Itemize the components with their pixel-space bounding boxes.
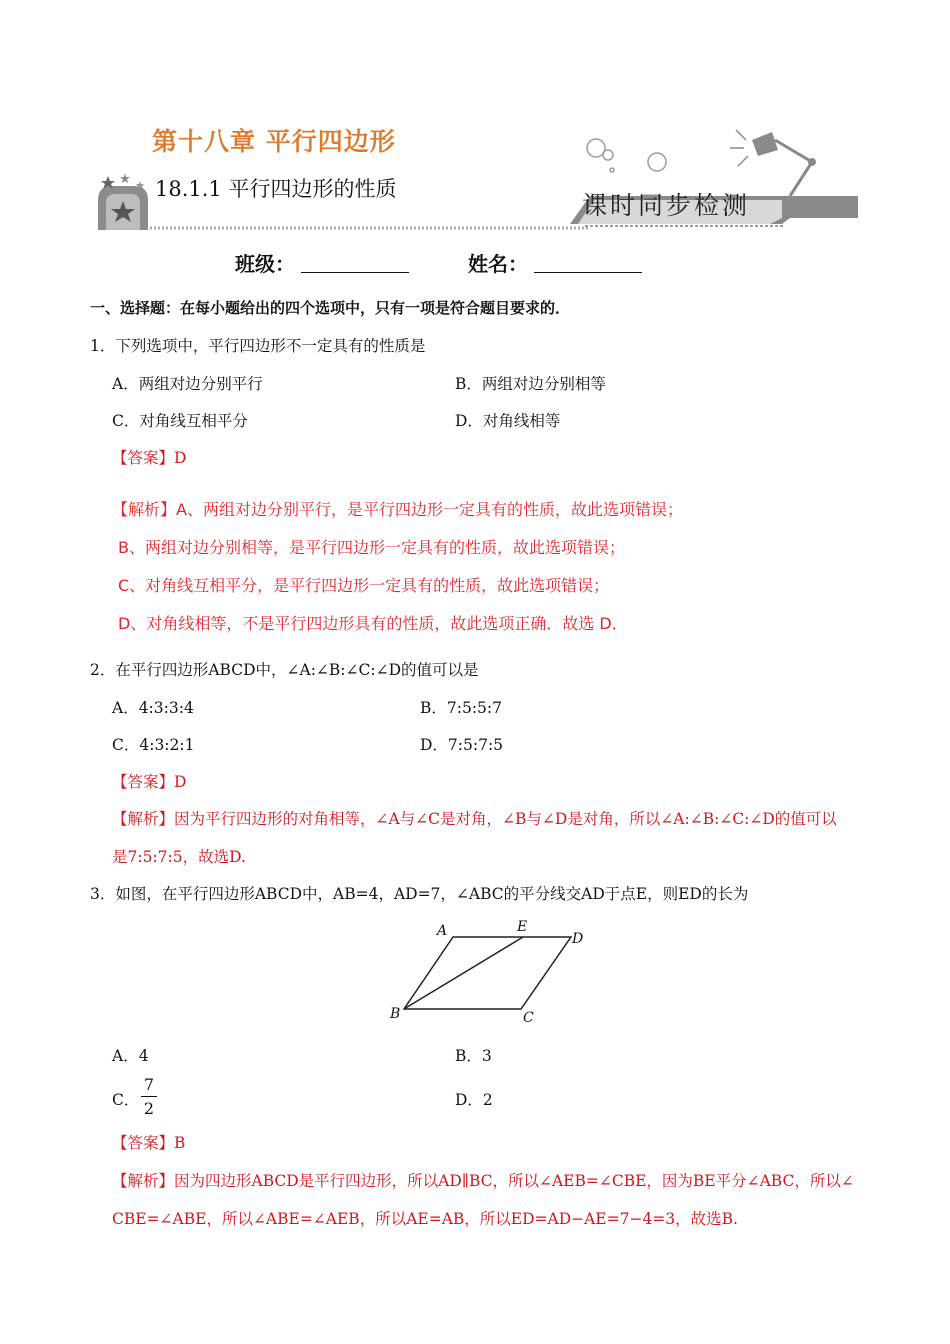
- class-field[interactable]: [235, 248, 409, 277]
- q3-option-a: A．4: [112, 1047, 149, 1065]
- segment-be: [404, 937, 523, 1009]
- q1-answer: 【答案】D: [112, 449, 187, 467]
- vertex-label-e: E: [517, 919, 528, 935]
- q1-analysis-line: C、对角线互相平分，是平行四边形一定具有的性质，故此选项错误；: [118, 576, 610, 595]
- vertex-label-d: D: [572, 931, 584, 947]
- name-field[interactable]: [468, 248, 642, 277]
- q2-option-d: D．7:5:7:5: [420, 736, 504, 754]
- q2-answer: 【答案】D: [112, 773, 187, 791]
- q3-stem: 3．如图，在平行四边形ABCD中，AB=4，AD=7，∠ABC的平分线交AD于点E，则ED的长为: [90, 885, 749, 903]
- q2-analysis-line: 【解析】因为平行四边形的对角相等，∠A与∠C是对角，∠B与∠D是对角，所以∠A:∠B:∠C:∠D的值可以: [112, 810, 837, 828]
- star-badge-icon: [98, 173, 148, 230]
- q1-option-c: C．对角线互相平分: [112, 412, 248, 430]
- q3-analysis-line: 【解析】因为四边形ABCD是平行四边形，所以AD∥BC，所以∠AEB=∠CBE，因为BE平分∠ABC，所以∠: [112, 1172, 854, 1190]
- section-heading: 一、选择题：在每小题给出的四个选项中，只有一项是符合题目要求的．: [90, 299, 571, 317]
- vertex-label-c: C: [523, 1010, 534, 1026]
- parallelogram-abcd: [404, 937, 571, 1009]
- q2-option-a: A．4:3:3:4: [112, 699, 194, 717]
- fraction-bar: [141, 1096, 157, 1097]
- bubbles-icon: [587, 139, 666, 172]
- chapter-title: 第十八章 平行四边形: [152, 127, 396, 156]
- q3-analysis-line: CBE=∠ABE，所以∠ABE=∠AEB，所以AE=AB，所以ED=AD−AE=7−4=3，故选B.: [112, 1210, 738, 1228]
- q3-option-c: C．: [112, 1091, 140, 1109]
- header-banner: [0, 0, 950, 240]
- class-label: 班级：: [235, 252, 295, 276]
- name-blank[interactable]: [534, 254, 642, 273]
- q1-stem: 1．下列选项中，平行四边形不一定具有的性质是: [90, 337, 426, 355]
- q3-option-d: D．2: [455, 1091, 493, 1109]
- q1-option-b: B．两组对边分别相等: [455, 375, 606, 393]
- q3-option-b: B．3: [455, 1047, 492, 1065]
- q1-analysis-line: D、对角线相等，不是平行四边形具有的性质，故此选项正确．故选 D．: [118, 614, 628, 633]
- q1-analysis-line: B、两组对边分别相等，是平行四边形一定具有的性质，故此选项错误；: [118, 538, 625, 557]
- vertex-label-a: A: [437, 923, 448, 939]
- q1-option-a: A．两组对边分别平行: [112, 375, 263, 393]
- q1-analysis-line: 【解析】A、两组对边分别平行，是平行四边形一定具有的性质，故此选项错误；: [112, 500, 683, 519]
- q1-option-d: D．对角线相等: [455, 412, 561, 430]
- fraction-numerator: 7: [143, 1075, 155, 1094]
- vertex-label-b: B: [390, 1006, 401, 1022]
- q2-stem: 2．在平行四边形ABCD中，∠A:∠B:∠C:∠D的值可以是: [90, 661, 479, 679]
- section-title: 18.1.1 平行四边形的性质: [155, 177, 397, 201]
- q2-analysis-line: 是7:5:7:5，故选D.: [112, 848, 246, 866]
- q3-answer: 【答案】B: [112, 1134, 186, 1152]
- parallelogram-figure: [380, 915, 595, 1030]
- name-label: 姓名：: [468, 252, 528, 276]
- q2-option-b: B．7:5:5:7: [420, 699, 503, 717]
- fraction-denominator: 2: [143, 1099, 155, 1118]
- q2-option-c: C．4:3:2:1: [112, 736, 195, 754]
- tagline: 课时同步检测: [582, 191, 751, 220]
- q3-option-c-fraction: [141, 1075, 157, 1118]
- class-blank[interactable]: [301, 254, 409, 273]
